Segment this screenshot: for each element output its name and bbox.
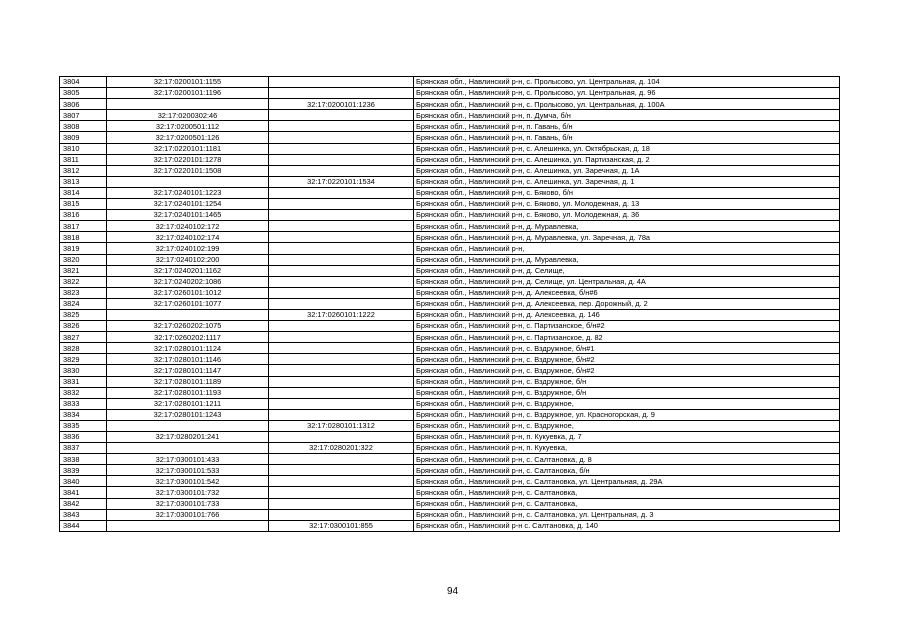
row-number-cell: 3811 xyxy=(60,154,107,165)
cadastral-number-alt-cell xyxy=(269,454,414,465)
cadastral-number-cell: 32:17:0300101:542 xyxy=(107,476,269,487)
row-number-cell: 3830 xyxy=(60,365,107,376)
row-number-cell: 3841 xyxy=(60,487,107,498)
cadastral-number-alt-cell: 32:17:0300101:855 xyxy=(269,520,414,531)
address-cell: Брянская обл., Навлинский р-н, д. Муравлевка, xyxy=(414,254,840,265)
address-cell: Брянская обл., Навлинский р-н, с. Салтановка, ул. Центральная, д. 29А xyxy=(414,476,840,487)
table-row xyxy=(60,210,840,221)
row-number-cell: 3810 xyxy=(60,143,107,154)
address-cell: Брянская обл., Навлинский р-н, с. Вздружное, б/н#1 xyxy=(414,343,840,354)
row-number-cell: 3828 xyxy=(60,343,107,354)
cadastral-number-cell: 32:17:0260101:1077 xyxy=(107,298,269,309)
table-row xyxy=(60,398,840,409)
row-number-cell: 3806 xyxy=(60,99,107,110)
cadastral-number-alt-cell xyxy=(269,332,414,343)
row-number-cell: 3823 xyxy=(60,287,107,298)
row-number-cell: 3817 xyxy=(60,221,107,232)
address-cell: Брянская обл., Навлинский р-н, с. Вздружное, б/н xyxy=(414,387,840,398)
table-row xyxy=(60,332,840,343)
cadastral-number-cell: 32:17:0220101:1278 xyxy=(107,154,269,165)
address-cell: Брянская обл., Навлинский р-н, с. Алешинка, ул. Заречная, д. 1 xyxy=(414,176,840,187)
address-cell: Брянская обл., Навлинский р-н, с. Бяково, ул. Молодежная, д. 36 xyxy=(414,210,840,221)
address-cell: Брянская обл., Навлинский р-н, с. Вздружное, xyxy=(414,420,840,431)
row-number-cell: 3808 xyxy=(60,121,107,132)
cadastral-number-cell: 32:17:0200501:126 xyxy=(107,132,269,143)
row-number-cell: 3839 xyxy=(60,465,107,476)
cadastral-number-cell: 32:17:0280101:1193 xyxy=(107,387,269,398)
table-row xyxy=(60,121,840,132)
table-row xyxy=(60,187,840,198)
cadastral-number-cell: 32:17:0300101:733 xyxy=(107,498,269,509)
cadastral-number-cell: 32:17:0300101:766 xyxy=(107,509,269,520)
table-row xyxy=(60,387,840,398)
cadastral-number-cell: 32:17:0220101:1508 xyxy=(107,165,269,176)
table-row xyxy=(60,77,840,88)
address-cell: Брянская обл., Навлинский р-н, д. Селище, xyxy=(414,265,840,276)
table-row xyxy=(60,409,840,420)
address-cell: Брянская обл., Навлинский р-н, с. Вздружное, б/н#2 xyxy=(414,354,840,365)
cadastral-number-cell: 32:17:0300101:433 xyxy=(107,454,269,465)
cadastral-number-cell: 32:17:0280101:1189 xyxy=(107,376,269,387)
table-row xyxy=(60,221,840,232)
cadastral-number-cell: 32:17:0240102:174 xyxy=(107,232,269,243)
table-row xyxy=(60,143,840,154)
address-cell: Брянская обл., Навлинский р-н, п. Думча, б/н xyxy=(414,110,840,121)
row-number-cell: 3836 xyxy=(60,432,107,443)
address-cell: Брянская обл., Навлинский р-н, д. Алексеевка, б/н#6 xyxy=(414,287,840,298)
address-cell: Брянская обл., Навлинский р-н, с. Салтановка, ул. Центральная, д. 3 xyxy=(414,509,840,520)
cadastral-number-alt-cell xyxy=(269,165,414,176)
cadastral-number-alt-cell xyxy=(269,343,414,354)
cadastral-number-alt-cell xyxy=(269,354,414,365)
address-cell: Брянская обл., Навлинский р-н, п. Гавань, б/н xyxy=(414,132,840,143)
address-cell: Брянская обл., Навлинский р-н, с. Вздружное, ул. Красногорская, д. 9 xyxy=(414,409,840,420)
cadastral-number-cell: 32:17:0300101:732 xyxy=(107,487,269,498)
row-number-cell: 3805 xyxy=(60,88,107,99)
row-number-cell: 3813 xyxy=(60,176,107,187)
cadastral-number-cell: 32:17:0200101:1155 xyxy=(107,77,269,88)
cadastral-number-alt-cell xyxy=(269,110,414,121)
address-cell: Брянская обл., Навлинский р-н с. Салтановка, д. 140 xyxy=(414,520,840,531)
cadastral-number-alt-cell xyxy=(269,187,414,198)
row-number-cell: 3804 xyxy=(60,77,107,88)
row-number-cell: 3829 xyxy=(60,354,107,365)
address-cell: Брянская обл., Навлинский р-н, с. Алешинка, ул. Заречная, д. 1А xyxy=(414,165,840,176)
row-number-cell: 3822 xyxy=(60,276,107,287)
cadastral-number-alt-cell xyxy=(269,232,414,243)
address-cell: Брянская обл., Навлинский р-н, с. Вздружное, б/н#2 xyxy=(414,365,840,376)
cadastral-number-cell: 32:17:0240102:199 xyxy=(107,243,269,254)
address-cell: Брянская обл., Навлинский р-н, д. Селище, ул. Центральная, д. 4А xyxy=(414,276,840,287)
table-row xyxy=(60,509,840,520)
row-number-cell: 3821 xyxy=(60,265,107,276)
table-row xyxy=(60,309,840,320)
cadastral-number-cell: 32:17:0260101:1012 xyxy=(107,287,269,298)
address-cell: Брянская обл., Навлинский р-н, с. Вздружное, xyxy=(414,398,840,409)
row-number-cell: 3827 xyxy=(60,332,107,343)
row-number-cell: 3814 xyxy=(60,187,107,198)
table-row xyxy=(60,454,840,465)
row-number-cell: 3844 xyxy=(60,520,107,531)
table-row xyxy=(60,420,840,431)
address-cell: Брянская обл., Навлинский р-н, с. Салтановка, xyxy=(414,487,840,498)
row-number-cell: 3843 xyxy=(60,509,107,520)
table-row xyxy=(60,365,840,376)
cadastral-number-cell: 32:17:0260202:1075 xyxy=(107,321,269,332)
table-row xyxy=(60,487,840,498)
table-row xyxy=(60,243,840,254)
cadastral-number-alt-cell xyxy=(269,199,414,210)
address-cell: Брянская обл., Навлинский р-н, с. Пролысово, ул. Центральная, д. 100А xyxy=(414,99,840,110)
cadastral-number-cell: 32:17:0240101:1465 xyxy=(107,210,269,221)
row-number-cell: 3819 xyxy=(60,243,107,254)
cadastral-number-cell: 32:17:0200101:1196 xyxy=(107,88,269,99)
table-row xyxy=(60,498,840,509)
cadastral-number-alt-cell xyxy=(269,132,414,143)
cadastral-number-alt-cell: 32:17:0220101:1534 xyxy=(269,176,414,187)
cadastral-number-alt-cell xyxy=(269,154,414,165)
cadastral-number-cell: 32:17:0200302:46 xyxy=(107,110,269,121)
cadastral-number-alt-cell xyxy=(269,321,414,332)
row-number-cell: 3812 xyxy=(60,165,107,176)
registry-table xyxy=(59,76,840,532)
cadastral-number-cell: 32:17:0260202:1117 xyxy=(107,332,269,343)
cadastral-number-cell: 32:17:0280101:1124 xyxy=(107,343,269,354)
table-row xyxy=(60,99,840,110)
address-cell: Брянская обл., Навлинский р-н, с. Алешинка, ул. Партизанская, д. 2 xyxy=(414,154,840,165)
cadastral-number-alt-cell xyxy=(269,210,414,221)
cadastral-number-cell: 32:17:0240101:1223 xyxy=(107,187,269,198)
row-number-cell: 3842 xyxy=(60,498,107,509)
row-number-cell: 3825 xyxy=(60,309,107,320)
address-cell: Брянская обл., Навлинский р-н, с. Салтановка, xyxy=(414,498,840,509)
cadastral-number-alt-cell xyxy=(269,298,414,309)
table-row xyxy=(60,443,840,454)
cadastral-number-alt-cell xyxy=(269,221,414,232)
address-cell: Брянская обл., Навлинский р-н, д. Муравлевка, xyxy=(414,221,840,232)
table-row xyxy=(60,476,840,487)
cadastral-number-cell: 32:17:0280201:241 xyxy=(107,432,269,443)
address-cell: Брянская обл., Навлинский р-н, с. Бяково, ул. Молодежная, д. 13 xyxy=(414,199,840,210)
cadastral-number-alt-cell xyxy=(269,77,414,88)
cadastral-number-alt-cell xyxy=(269,265,414,276)
cadastral-number-alt-cell xyxy=(269,243,414,254)
cadastral-number-alt-cell xyxy=(269,88,414,99)
cadastral-number-cell xyxy=(107,309,269,320)
cadastral-number-alt-cell: 32:17:0260101:1222 xyxy=(269,309,414,320)
table-row xyxy=(60,88,840,99)
table-row xyxy=(60,110,840,121)
page-number: 94 xyxy=(446,586,459,597)
cadastral-number-cell: 32:17:0280101:1243 xyxy=(107,409,269,420)
address-cell: Брянская обл., Навлинский р-н, п. Кукуевка, xyxy=(414,443,840,454)
cadastral-number-cell: 32:17:0200501:112 xyxy=(107,121,269,132)
cadastral-number-cell xyxy=(107,420,269,431)
row-number-cell: 3837 xyxy=(60,443,107,454)
cadastral-number-cell: 32:17:0240101:1254 xyxy=(107,199,269,210)
table-row xyxy=(60,376,840,387)
cadastral-number-cell: 32:17:0220101:1181 xyxy=(107,143,269,154)
cadastral-number-cell: 32:17:0240201:1162 xyxy=(107,265,269,276)
cadastral-number-cell: 32:17:0240102:172 xyxy=(107,221,269,232)
cadastral-number-cell: 32:17:0280101:1147 xyxy=(107,365,269,376)
cadastral-number-alt-cell xyxy=(269,276,414,287)
address-cell: Брянская обл., Навлинский р-н, с. Пролысово, ул. Центральная, д. 96 xyxy=(414,88,840,99)
address-cell: Брянская обл., Навлинский р-н, с. Алешинка, ул. Октябрьская, д. 18 xyxy=(414,143,840,154)
cadastral-number-cell xyxy=(107,99,269,110)
cadastral-number-alt-cell xyxy=(269,121,414,132)
table-row xyxy=(60,165,840,176)
address-cell: Брянская обл., Навлинский р-н, с. Салтановка, д. 8 xyxy=(414,454,840,465)
cadastral-number-cell xyxy=(107,520,269,531)
cadastral-number-alt-cell xyxy=(269,476,414,487)
row-number-cell: 3809 xyxy=(60,132,107,143)
row-number-cell: 3832 xyxy=(60,387,107,398)
address-cell: Брянская обл., Навлинский р-н, с. Партизанское, б/н#2 xyxy=(414,321,840,332)
cadastral-number-cell xyxy=(107,176,269,187)
row-number-cell: 3818 xyxy=(60,232,107,243)
cadastral-number-alt-cell xyxy=(269,287,414,298)
cadastral-number-alt-cell xyxy=(269,509,414,520)
row-number-cell: 3824 xyxy=(60,298,107,309)
cadastral-number-alt-cell xyxy=(269,254,414,265)
address-cell: Брянская обл., Навлинский р-н, с. Салтановка, б/н xyxy=(414,465,840,476)
cadastral-number-alt-cell xyxy=(269,387,414,398)
row-number-cell: 3807 xyxy=(60,110,107,121)
table-row xyxy=(60,354,840,365)
cadastral-number-alt-cell xyxy=(269,409,414,420)
cadastral-number-alt-cell xyxy=(269,376,414,387)
table-row xyxy=(60,154,840,165)
table-row xyxy=(60,298,840,309)
cadastral-number-alt-cell xyxy=(269,498,414,509)
address-cell: Брянская обл., Навлинский р-н, д. Муравлевка, ул. Заречная, д. 78а xyxy=(414,232,840,243)
cadastral-number-alt-cell xyxy=(269,465,414,476)
cadastral-number-alt-cell: 32:17:0280201:322 xyxy=(269,443,414,454)
row-number-cell: 3816 xyxy=(60,210,107,221)
row-number-cell: 3835 xyxy=(60,420,107,431)
table-row xyxy=(60,343,840,354)
table-row xyxy=(60,465,840,476)
cadastral-number-cell: 32:17:0280101:1146 xyxy=(107,354,269,365)
cadastral-number-alt-cell: 32:17:0280101:1312 xyxy=(269,420,414,431)
cadastral-number-cell: 32:17:0280101:1211 xyxy=(107,398,269,409)
table-row xyxy=(60,321,840,332)
cadastral-number-alt-cell xyxy=(269,398,414,409)
cadastral-number-cell: 32:17:0240202:1086 xyxy=(107,276,269,287)
row-number-cell: 3820 xyxy=(60,254,107,265)
table-row xyxy=(60,276,840,287)
address-cell: Брянская обл., Навлинский р-н, п. Гавань, б/н xyxy=(414,121,840,132)
address-cell: Брянская обл., Навлинский р-н, д. Алексеевка, пер. Дорожный, д. 2 xyxy=(414,298,840,309)
table-row xyxy=(60,254,840,265)
address-cell: Брянская обл., Навлинский р-н, п. Кукуевка, д. 7 xyxy=(414,432,840,443)
table-row xyxy=(60,432,840,443)
row-number-cell: 3834 xyxy=(60,409,107,420)
cadastral-number-alt-cell xyxy=(269,365,414,376)
table-row xyxy=(60,232,840,243)
cadastral-number-cell: 32:17:0240102:200 xyxy=(107,254,269,265)
table-row xyxy=(60,132,840,143)
address-cell: Брянская обл., Навлинский р-н, с. Вздружное, б/н xyxy=(414,376,840,387)
table-row xyxy=(60,199,840,210)
address-cell: Брянская обл., Навлинский р-н, д. Алексеевка, д. 146 xyxy=(414,309,840,320)
cadastral-number-cell: 32:17:0300101:533 xyxy=(107,465,269,476)
address-cell: Брянская обл., Навлинский р-н, с. Партизанское, д. 82 xyxy=(414,332,840,343)
row-number-cell: 3826 xyxy=(60,321,107,332)
address-cell: Брянская обл., Навлинский р-н, с. Пролысово, ул. Центральная, д. 104 xyxy=(414,77,840,88)
table-row xyxy=(60,176,840,187)
row-number-cell: 3833 xyxy=(60,398,107,409)
cadastral-number-alt-cell: 32:17:0200101:1236 xyxy=(269,99,414,110)
row-number-cell: 3815 xyxy=(60,199,107,210)
address-cell: Брянская обл., Навлинский р-н, с. Бяково, б/н xyxy=(414,187,840,198)
table-row xyxy=(60,265,840,276)
row-number-cell: 3838 xyxy=(60,454,107,465)
cadastral-number-alt-cell xyxy=(269,143,414,154)
cadastral-number-cell xyxy=(107,443,269,454)
address-cell: Брянская обл., Навлинский р-н, xyxy=(414,243,840,254)
cadastral-number-alt-cell xyxy=(269,432,414,443)
row-number-cell: 3840 xyxy=(60,476,107,487)
table-row xyxy=(60,520,840,531)
registry-table-body xyxy=(60,77,840,532)
cadastral-number-alt-cell xyxy=(269,487,414,498)
row-number-cell: 3831 xyxy=(60,376,107,387)
table-row xyxy=(60,287,840,298)
